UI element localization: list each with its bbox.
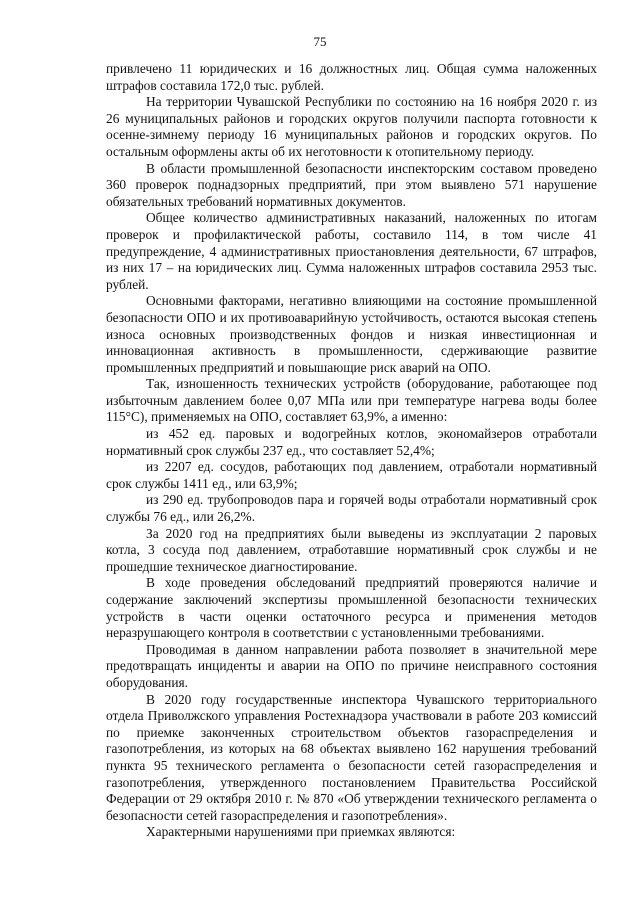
paragraph: В ходе проведения обследований предприятий проверяются наличие и содержание заключений экспертизы промышленной безопасности технических устройств в части оценки остаточного ресурса и применения методов неразрушающего контроля в соответствии с установленными требованиями. [106,575,597,641]
paragraph: Основными факторами, негативно влияющими на состояние промышленной безопасности ОПО и их противоаварийную устойчивость, остаются высокая степень износа основных производственных фондов и низкая инвестиционная и инновационная активность в промышленности, сдерживающие развитие промышленных предприятий и повышающие риск аварий на ОПО. [106,293,597,375]
paragraph: В 2020 году государственные инспектора Чувашского территориального отдела Приволжского управления Ростехнадзора участвовали в работе 203 комиссий по приемке законченных строительством объектов газораспределения и газопотребления, из которых на 68 объектах выявлено 162 нарушения требований пункта 95 технического регламента о безопасности сетей газораспределения и газопотребления, утвержденного постановлением Правительства Российской Федерации от 29 октября 2010 г. № 870 «Об утверждении технического регламента о безопасности сетей газораспределения и газопотребления». [106,691,597,823]
body-text [106,61,597,841]
paragraph: В области промышленной безопасности инспекторским составом проведено 360 проверок поднадзорных предприятий, при этом выявлено 571 нарушение обязательных требований нормативных документов. [106,160,597,209]
paragraph: Проводимая в данном направлении работа позволяет в значительной мере предотвращать инциденты и аварии на ОПО по причине неисправного состояния оборудования. [106,641,597,690]
paragraph: привлечено 11 юридических и 16 должностных лиц. Общая сумма наложенных штрафов составила 172,0 тыс. рублей. [106,61,597,93]
list-item: из 2207 ед. сосудов, работающих под давлением, отработали нормативный срок службы 1411 ед., или 63,9%; [106,459,597,491]
paragraph: За 2020 год на предприятиях были выведены из эксплуатации 2 паровых котла, 3 сосуда под давлением, отработавшие нормативный срок службы и не прошедшие техническое диагностирование. [106,525,597,574]
paragraph: На территории Чувашской Республики по состоянию на 16 ноября 2020 г. из 26 муниципальных районов и городских округов получили паспорта готовности к осенне-зимнему периоду 16 муниципальных районов и городских округов. По остальным оформлены акты об их неготовности к отопительному периоду. [106,94,597,159]
paragraph: Характерными нарушениями при приемках являются: [146,824,456,840]
paragraph: Так, изношенность технических устройств (оборудование, работающее под избыточным давлением более 0,07 МПа или при температуре нагрева воды более 115°С), применяемых на ОПО, составляет 63,9%, а именно: [106,376,597,425]
paragraph: Общее количество административных наказаний, наложенных по итогам проверок и профилактической работы, составило 114, в том числе 41 предупреждение, 4 административных приостановления деятельности, 67 штрафов, из них 17 – на юридических лиц. Сумма наложенных штрафов составила 2953 тыс. рублей. [106,210,597,292]
page-number: 75 [313,34,327,49]
list-item: из 290 ед. трубопроводов пара и горячей воды отработали нормативный срок службы 76 ед., или 26,2%. [106,492,597,525]
list-item: из 452 ед. паровых и водогрейных котлов, экономайзеров отработали нормативный срок службы 237 ед., что составляет 52,4%; [106,426,597,458]
